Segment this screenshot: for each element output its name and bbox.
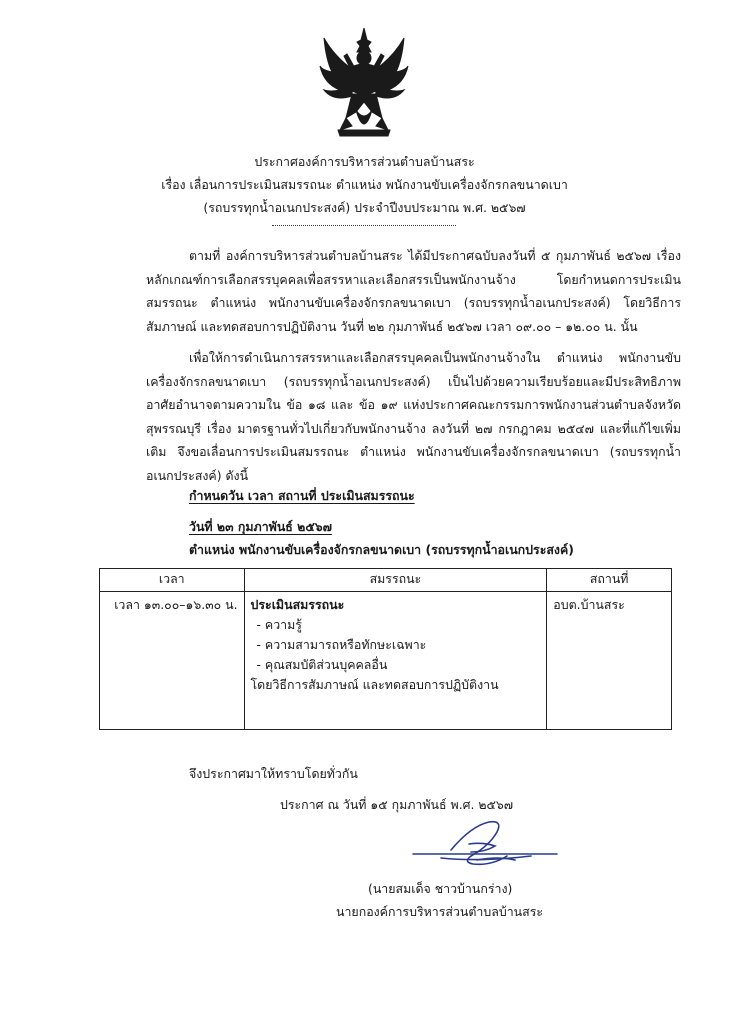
paragraph-2 [146, 346, 681, 487]
announcement-title: ประกาศองค์การบริหารส่วนตำบลบ้านสระ [254, 154, 475, 169]
competency-item: - คุณสมบัติส่วนบุคคลอื่น [256, 657, 388, 672]
dotted-divider [272, 225, 456, 226]
paragraph-1 [146, 244, 681, 338]
competency-item: - ความรู้ [256, 617, 302, 632]
paragraph-2-text: เพื่อให้การดำเนินการสรรหาและเลือกสรรบุคคลเป็นพนักงานจ้างใน ตำแหน่ง พนักงานขับเครื่องจักรกลขนาดเบา (รถบรรทุกน้ำอเนกประสงค์) เป็นไปด้วยความเรียบร้อยและมีประสิทธิภาพ อาศัยอำนาจตามความใน ข้อ ๑๘ และ ข้อ ๑๙ แห่งประกาศคณะกรรมการพนักงานส่วนตำบลจังหวัดสุพรรณบุรี เรื่อง มาตรฐานทั่วไปเกี่ยวกับพนักงานจ้าง ลงวันที่ ๒๗ กรกฎาคม ๒๕๔๗ และที่แก้ไขเพิ่มเติม จึงขอเลื่อนการประเมินสมรรถนะ ตำแหน่ง พนักงานขับเครื่องจักรกลขนาดเบา (รถบรรทุกน้ำอเนกประสงค์) ดังนี้ [146, 350, 681, 483]
table-row [100, 592, 672, 730]
closing-announce: จึงประกาศมาให้ทราบโดยทั่วกัน [189, 766, 358, 781]
cell-competency [244, 592, 547, 730]
competency-item: - ความสามารถหรือทักษะเฉพาะ [256, 637, 427, 652]
cell-place: อบต.บ้านสระ [547, 592, 672, 730]
table-header-row [100, 569, 672, 592]
competency-method: โดยวิธีการสัมภาษณ์ และทดสอบการปฏิบัติงาน [250, 677, 499, 692]
schedule-heading: กำหนดวัน เวลา สถานที่ ประเมินสมรรถนะ [189, 488, 415, 503]
announcement-date: ประกาศ ณ วันที่ ๑๕ กุมภาพันธ์ พ.ศ. ๒๕๖๗ [280, 797, 514, 812]
subject-line: เรื่อง เลื่อนการประเมินสมรรถนะ ตำแหน่ง พนักงานขับเครื่องจักรกลขนาดเบา [161, 177, 568, 192]
cell-time: เวลา ๑๓.๐๐–๑๖.๓๐ น. [100, 592, 245, 730]
garuda-emblem-icon [318, 26, 410, 144]
schedule-date: วันที่ ๒๓ กุมภาพันธ์ ๒๕๖๗ [189, 519, 332, 534]
subject-line-2: (รถบรรทุกน้ำอเนกประสงค์) ประจำปีงบประมาณ พ.ศ. ๒๕๖๗ [203, 200, 526, 215]
signer-title: นายกองค์การบริหารส่วนตำบลบ้านสระ [336, 904, 544, 919]
signer-name: (นายสมเด็จ ชาวบ้านกร่าง) [368, 881, 513, 896]
column-header-competency: สมรรถนะ [244, 569, 547, 592]
schedule-position: ตำแหน่ง พนักงานขับเครื่องจักรกลขนาดเบา (รถบรรทุกน้ำอเนกประสงค์) [189, 542, 574, 557]
column-header-time: เวลา [100, 569, 245, 592]
paragraph-1-text: ตามที่ องค์การบริหารส่วนตำบลบ้านสระ ได้มีประกาศฉบับลงวันที่ ๕ กุมภาพันธ์ ๒๕๖๗ เรื่อง หลักเกณฑ์การเลือกสรรบุคคลเพื่อสรรหาและเลือกสรรเป็นพนักงานจ้าง โดยกำหนดการประเมินสมรรถนะ ตำแหน่ง พนักงานขับเครื่องจักรกลขนาดเบา (รถบรรทุกน้ำอเนกประสงค์) โดยวิธีการสัมภาษณ์ และทดสอบการปฏิบัติงาน วันที่ ๒๒ กุมภาพันธ์ ๒๕๖๗ เวลา ๐๙.๐๐ – ๑๒.๐๐ น. นั้น [146, 248, 681, 334]
column-header-place: สถานที่ [547, 569, 672, 592]
competency-title: ประเมินสมรรถนะ [250, 597, 345, 612]
schedule-table [99, 568, 672, 730]
signature-icon [411, 816, 559, 872]
